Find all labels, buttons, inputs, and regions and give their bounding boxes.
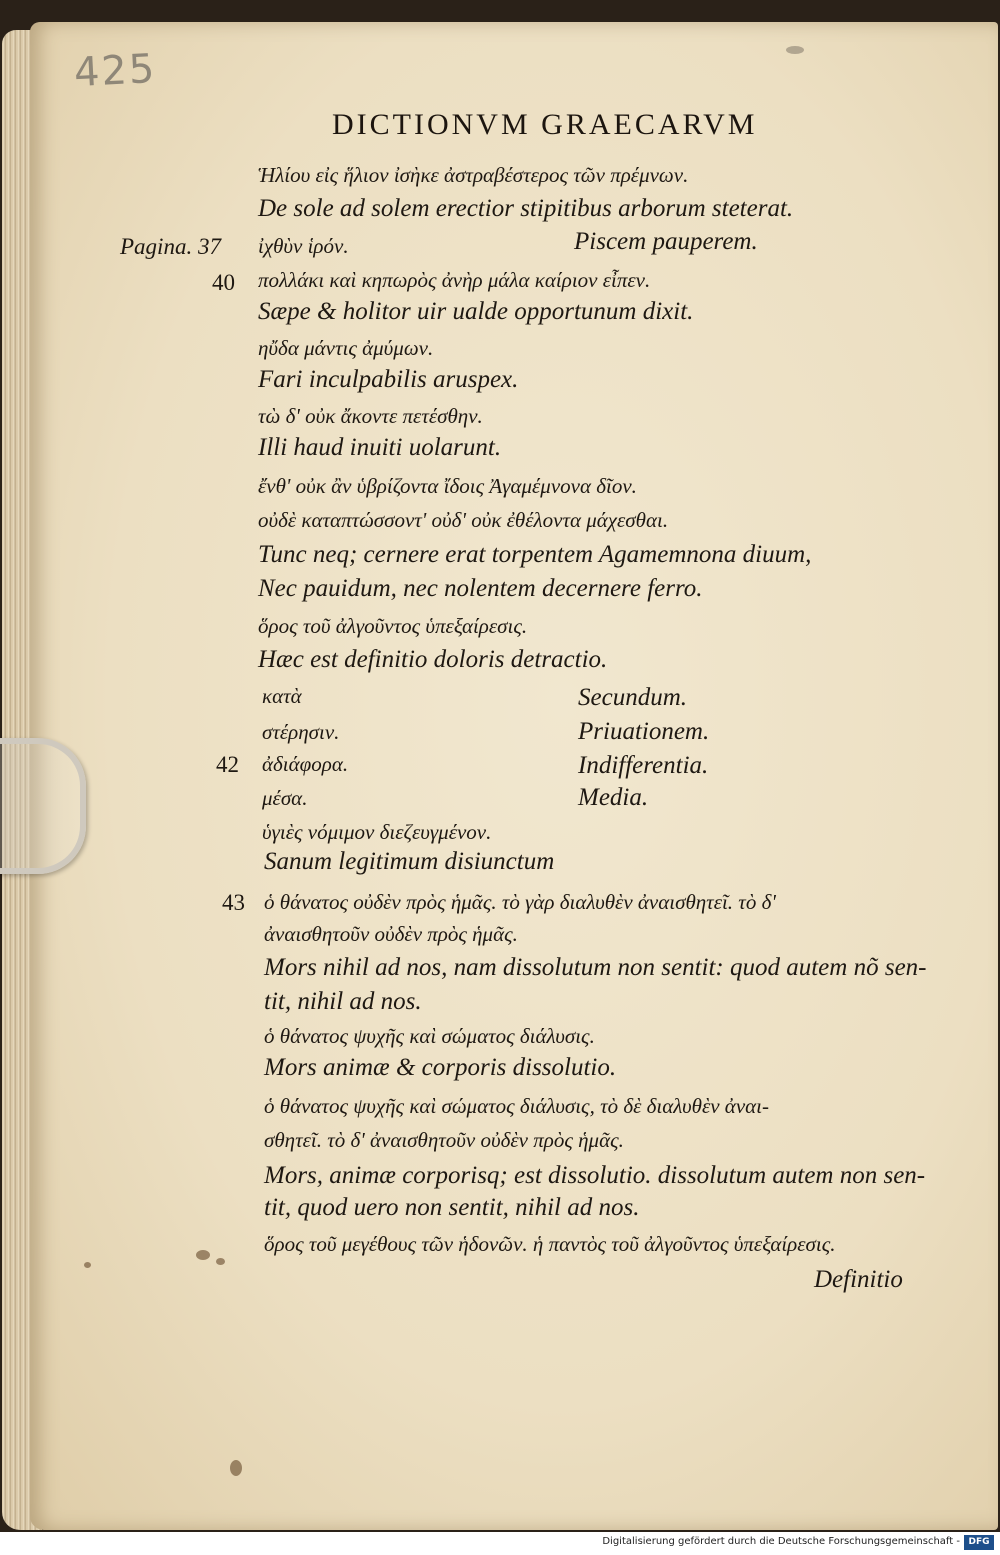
ink-stain [216,1258,225,1265]
gloss: Secundum. [578,684,687,711]
text-line: σθητεῖ. τὸ δ' ἀναισθητοῦν οὐδὲν πρὸς ἡμᾶς. [264,1128,624,1152]
text-line: οὐδὲ καταπτώσσοντ' οὐδ' οὐκ ἐθέλοντα μάχεσθαι. [258,508,669,532]
text-line: ὑγιὲς νόμιμον διεζευγμένον. [262,820,492,844]
ink-stain [230,1460,242,1476]
text-line: Mors animæ & corporis dissolutio. [264,1054,617,1081]
margin-note: 42 [216,752,239,777]
catchword: Definitio [814,1266,903,1293]
dfg-logo: DFG [964,1535,994,1550]
text-line: Sanum legitimum disiunctum [264,848,555,875]
text-line: tit, quod uero non sentit, nihil ad nos. [264,1194,640,1221]
gloss: Piscem pauperem. [574,228,758,255]
gloss: Indifferentia. [578,752,709,779]
text-line: Tunc neq; cernere erat torpentem Agamemnona diuum, [258,541,812,568]
margin-note: 43 [222,890,245,915]
text-line: ὁ θάνατος ψυχῆς καὶ σώματος διάλυσις. [264,1024,595,1048]
gloss: Media. [578,784,649,811]
text-line: ἀδιάφορα. [262,752,349,776]
gloss: Priuationem. [578,718,710,745]
paper-clip [0,738,86,874]
margin-note: 40 [212,270,235,295]
text-line: τὼ δ' οὐκ ἄκοντε πετέσθην. [258,404,483,428]
ink-stain [84,1262,91,1268]
text-line: ηὔδα μάντις ἀμύμων. [258,336,434,360]
ink-stain [196,1250,210,1260]
text-line: tit, nihil ad nos. [264,988,422,1015]
funding-credit: Digitalisierung gefördert durch die Deutsche Forschungsgemeinschaft - [602,1536,960,1547]
text-line: πολλάκι καὶ κηπωρὸς ἀνὴρ μάλα καίριον εἶπεν. [258,268,651,292]
text-line: ἀναισθητοῦν οὐδὲν πρὸς ἡμᾶς. [264,922,518,946]
ink-stain [786,46,804,54]
text-line: Hæc est definitio doloris detractio. [258,646,608,673]
text-line: Fari inculpabilis aruspex. [258,366,519,393]
text-line: Mors nihil ad nos, nam dissolutum non sentit: quod autem nõ sen- [264,954,927,981]
text-line: στέρησιν. [262,720,340,744]
text-line: Sæpe & holitor uir ualde opportunum dixit. [258,298,694,325]
text-line: ἰχθὺν ἱρόν. [258,234,349,258]
margin-note: Pagina. 37 [120,234,221,259]
running-header: DICTIONVM GRAECARVM [332,108,758,141]
text-line: ἔνθ' οὐκ ἂν ὑβρίζοντα ἴδοις Ἀγαμέμνονα δῖον. [258,474,637,498]
text-line: ὁ θάνατος οὐδὲν πρὸς ἡμᾶς. τὸ γὰρ διαλυθὲν ἀναισθητεῖ. τὸ δ' [264,890,776,914]
text-line: De sole ad solem erectior stipitibus arborum steterat. [258,195,794,222]
text-line: μέσα. [262,786,308,810]
pencil-page-number: 425 [72,45,158,97]
text-line: Nec pauidum, nec nolentem decernere ferro. [258,575,703,602]
text-line: Ἡλίου εἰς ἥλιον ἰσὴκε ἀστραβέστερος τῶν πρέμνων. [258,163,689,187]
footer-bar [0,1532,1000,1555]
text-line: κατὰ [262,684,302,708]
text-line: Mors, animæ corporisq; est dissolutio. dissolutum autem non sen- [264,1162,926,1189]
text-line: Illi haud inuiti uolarunt. [258,434,502,461]
text-line: ὁ θάνατος ψυχῆς καὶ σώματος διάλυσις, τὸ δὲ διαλυθὲν ἀναι- [264,1094,769,1118]
text-line: ὅρος τοῦ μεγέθους τῶν ἡδονῶν. ἡ παντὸς τοῦ ἀλγοῦντος ὑπεξαίρεσις. [264,1232,836,1256]
text-line: ὅρος τοῦ ἀλγοῦντος ὑπεξαίρεσις. [258,614,528,638]
